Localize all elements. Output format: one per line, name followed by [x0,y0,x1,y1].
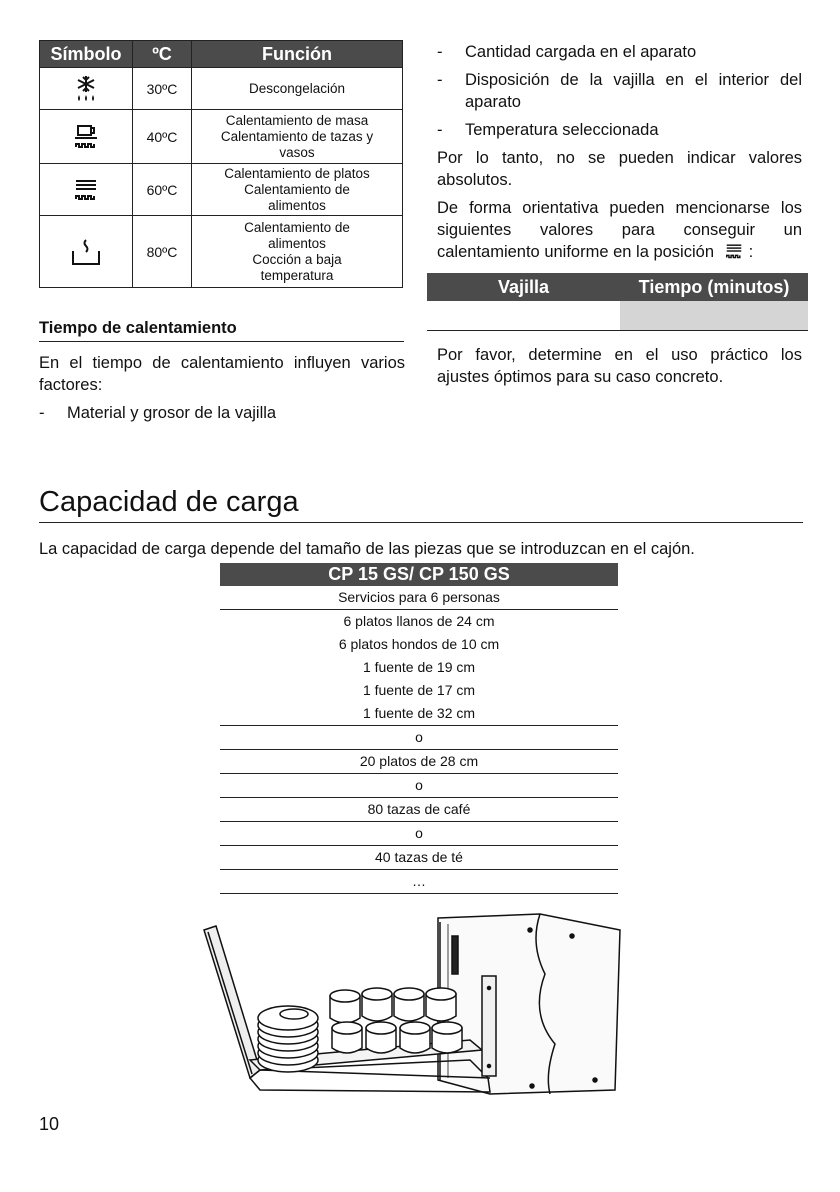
table-row: 6 platos hondos de 10 cm [338,636,500,652]
table-row [40,110,403,164]
paragraph-orientative: De forma orientativa pueden mencionarse los siguientes valores para conseguir un calentamiento uniforme en la posición : [437,197,802,265]
table-row: o [220,726,618,750]
header-symbol: Símbolo [40,41,133,68]
header-temperature: ºC [133,41,192,68]
table-row [40,216,403,288]
list-item: - Material y grosor de la vajilla [39,404,277,422]
function-text: Calentamiento de masa Calentamiento de tazas y vasos [192,110,403,164]
temp-value: 40ºC [133,110,192,164]
table-row: 1 fuente de 32 cm [220,702,618,726]
function-text: Descongelación [192,68,403,110]
temp-value: 60ºC [133,164,192,216]
capacity-intro: La capacidad de carga depende del tamaño de las piezas que se introduzcan en el cajón. [39,540,695,558]
table-row: 20 platos de 28 cm [220,750,618,774]
header-function: Función [192,41,403,68]
page-number: 10 [39,1114,60,1134]
defrost-icon [44,74,128,104]
capacity-table [220,563,618,894]
temp-value: 30ºC [133,68,192,110]
paragraph-determine: Por favor, determine en el uso práctico los ajustes óptimos para su caso concreto. [437,346,802,386]
heating-time-heading: Tiempo de calentamiento [39,319,404,342]
capacity-table-title: CP 15 GS/ CP 150 GS [220,563,618,586]
table-row: o [220,774,618,798]
table-row: 1 fuente de 17 cm [362,682,476,698]
list-item: - Disposición de la vajilla en el interior del aparato [437,71,802,111]
table-row: o [220,822,618,846]
paragraph-no-absolute: Por lo tanto, no se pueden indicar valores absolutos. [437,149,802,189]
table-row: … [220,870,618,894]
function-text: Calentamiento de alimentos Cocción a baja temperatura [192,216,403,288]
capacity-heading: Capacidad de carga [39,486,803,523]
table-row: 80 tazas de café [220,798,618,822]
plate-warming-icon [44,177,128,203]
drawer-with-dishes-illustration [200,910,660,1105]
list-item: - Temperatura seleccionada [437,121,659,139]
table-row: 40 tazas de té [220,846,618,870]
list-item: - Cantidad cargada en el aparato [437,43,697,61]
function-text: Calentamiento de platos Calentamiento de alimentos [192,164,403,216]
table-row: 6 platos llanos de 24 cm [343,613,495,629]
header-dishes: Vajilla [497,277,550,297]
table-row: Servicios para 6 personas [220,586,618,610]
dish-table-row [427,301,808,331]
cup-warming-icon [44,123,128,151]
dish-table-header [427,273,808,301]
temp-value: 80ºC [133,216,192,288]
table-row [40,164,403,216]
header-time-minutes: Tiempo (minutos) [638,277,790,297]
table-row: 1 fuente de 19 cm [362,659,476,675]
table-row [40,68,403,110]
pot-keep-warm-icon [44,237,128,267]
symbol-function-table [39,40,403,288]
plate-warming-icon [722,243,746,265]
heating-intro: En el tiempo de calentamiento influyen varios factores: [39,354,405,394]
